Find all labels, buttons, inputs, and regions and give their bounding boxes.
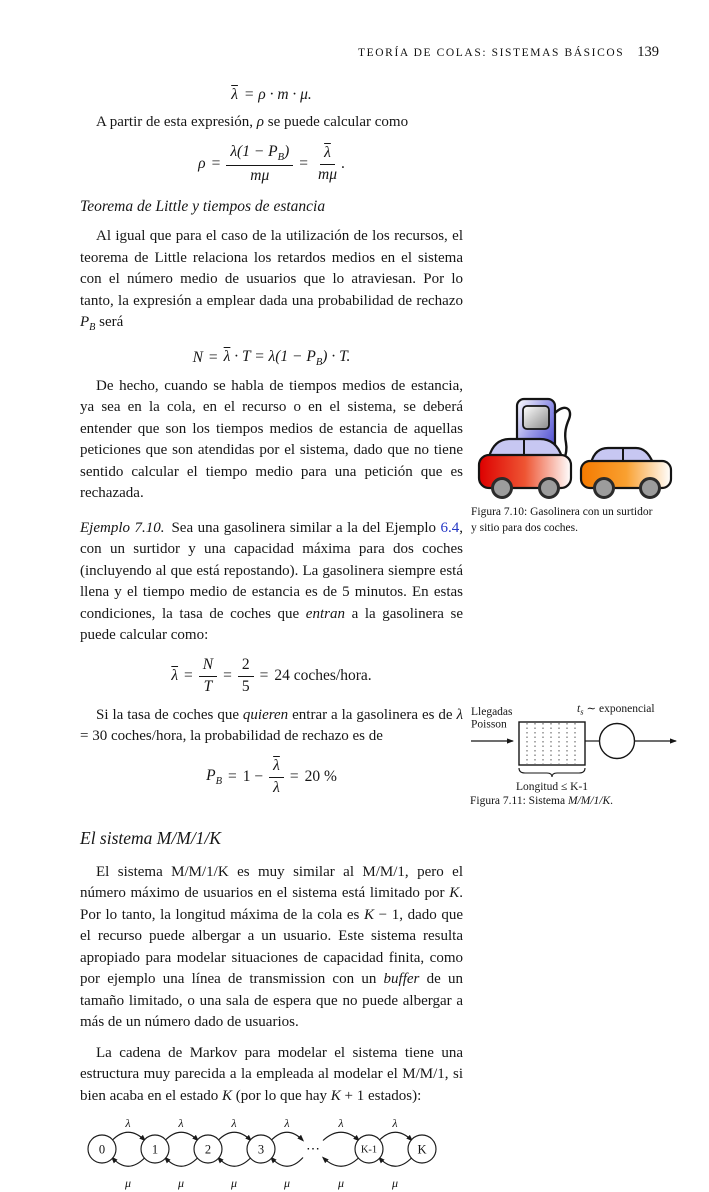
mu-arc	[112, 1158, 145, 1167]
fraction-group	[314, 144, 345, 185]
fraction-denominator	[269, 778, 284, 798]
text-run: se puede calcular como	[263, 114, 409, 130]
fraction-numerator	[269, 757, 284, 778]
caption-text: .	[610, 795, 614, 807]
state-label: K	[417, 1142, 427, 1157]
text-run: =	[289, 768, 299, 786]
mu-arc	[218, 1158, 251, 1167]
text-run: =	[211, 155, 221, 173]
formula-probabilidad-rechazo	[80, 757, 463, 798]
text-run: El sistema M/M/1/K es muy similar al M/M/1, pero el número máximo de usuarios en el sistema está limitado por	[80, 863, 463, 902]
text-run: P	[80, 314, 90, 331]
queue-slot-lines	[527, 723, 575, 764]
text-run: mμ	[250, 167, 270, 185]
text-run: K	[364, 906, 375, 923]
text-run: λ	[456, 706, 464, 723]
example-label: Ejemplo 7.10.	[80, 519, 165, 536]
fraction-group	[206, 767, 222, 787]
mu-label: μ	[124, 1176, 132, 1191]
text-run: buffer	[383, 971, 420, 988]
text-run: será	[95, 314, 124, 331]
text-run: T	[203, 677, 213, 695]
math-lambda-bar: $\overline{\lambda}$	[171, 667, 179, 685]
state-label: K-1	[360, 1144, 378, 1156]
lambda-label: λ	[231, 1116, 237, 1131]
text-run: λ	[273, 778, 280, 796]
running-head-title: TEORÍA DE COLAS: SISTEMAS BÁSICOS	[358, 47, 625, 59]
text-run: =	[184, 667, 193, 685]
text-run: De hecho, cuando se habla de tiempos medios de estancia, ya sea en la cola, en el recurso o en el sistema, se deberá entender que son los tiempos medios de estancia de aquellas peticiones que son atendidas por el sistema, dado que no tiene sentido calcular el tiempo medio para una petición que es rechazada.	[80, 377, 463, 502]
lambda-label: λ	[178, 1116, 184, 1131]
lambda-label: λ	[338, 1116, 344, 1131]
caption-line: y sitio para dos coches.	[471, 521, 578, 534]
formula-tasa-entrada	[80, 656, 463, 697]
lambda-arc	[165, 1132, 198, 1140]
fraction-group	[224, 348, 351, 368]
figure-gasolinera	[477, 397, 677, 506]
car-right-wheel-front	[595, 479, 614, 498]
lambda-arc	[323, 1132, 359, 1140]
paragraph-al-igual	[80, 226, 463, 339]
text-run: .	[340, 155, 345, 173]
paragraph-ejemplo-710	[80, 518, 463, 647]
mu-label: μ	[230, 1176, 238, 1191]
ellipsis-label: ⋯	[306, 1142, 320, 1158]
text-run: =	[299, 155, 308, 173]
formula-lambda-bar-def	[80, 86, 463, 104]
math-lambda-bar: $\overline{\lambda}$	[223, 347, 231, 365]
arrivals-label-line1: Llegadas	[471, 706, 513, 718]
text-run: =	[223, 667, 232, 685]
caption-text: Figura 7.11: Sistema	[470, 795, 568, 807]
text-run: , con un surtidor y una capacidad máxima para dos coches (incluyendo al que está repostando). La gasolinera siempre está llena y el tiempo medio de estancia es de 5 minutos. En estas condiciones, la tasa de coches que	[80, 519, 463, 622]
lambda-label: λ	[392, 1116, 398, 1131]
main-text-column	[80, 84, 463, 1192]
fraction-numerator	[199, 656, 217, 677]
queue-length-brace	[519, 768, 585, 777]
text-run: )	[284, 142, 290, 160]
text-run: ρ	[198, 155, 206, 173]
lambda-arc	[271, 1132, 303, 1140]
page-number: 139	[637, 44, 659, 60]
mu-label: μ	[337, 1176, 345, 1191]
text-run: 5	[241, 677, 250, 695]
fraction	[269, 757, 284, 798]
text-run: N	[192, 348, 203, 366]
text-run: K	[330, 1087, 341, 1104]
server-circle	[600, 724, 635, 759]
math-lambda-bar: $\overline{\lambda}$	[231, 86, 238, 103]
caption-math: M/M/1/K	[567, 795, 611, 807]
queue-system-diagram	[470, 701, 698, 795]
text-run: · T = λ(1 − P	[230, 347, 316, 365]
text-run: 24 coches/hora.	[274, 667, 372, 685]
state-label: 2	[204, 1142, 212, 1157]
fraction-numerator	[238, 656, 254, 677]
text-run: =	[208, 348, 218, 366]
paragraph-el-sistema	[80, 862, 463, 1034]
text-run: − 1, dado que el recurso puede albergar a un usuario. Este sistema resulta apropiado para modelar situaciones de capacidad finita, como por ejemplo una línea de transmission con un	[80, 906, 463, 988]
car-left	[479, 439, 571, 498]
figure-gasolinera-caption	[471, 505, 681, 536]
text-run: = ρ · m · μ.	[243, 86, 312, 103]
fraction-denominator	[238, 677, 254, 697]
mu-label: μ	[391, 1176, 399, 1191]
car-left-wheel-front	[493, 479, 512, 498]
figure-mm1k-caption	[470, 794, 680, 810]
heading-teorema-little: Teorema de Little y tiempos de estancia	[80, 198, 326, 216]
formula-little	[80, 348, 463, 368]
text-run: P	[206, 767, 216, 785]
mu-label: μ	[283, 1176, 291, 1191]
text-run: B	[277, 151, 285, 163]
fraction-denominator	[246, 166, 273, 186]
queue-length-label: Longitud ≤ K-1	[515, 781, 589, 793]
text-run: . Por lo tanto, la longitud máxima de la cola es	[80, 885, 463, 923]
arrivals-label-line2: Poisson	[471, 718, 507, 731]
gas-pump-screen	[523, 406, 549, 429]
fraction-denominator	[314, 165, 341, 185]
text-run: K	[449, 885, 460, 902]
text-run: entran	[305, 605, 345, 622]
paragraph-de-hecho	[80, 376, 463, 505]
service-time-label: $t_s$ ∼ exponencial	[577, 703, 655, 717]
fraction	[314, 144, 341, 185]
text-run: 20 %	[304, 768, 337, 786]
gas-station-illustration	[477, 397, 677, 501]
paragraph-a-partir	[80, 112, 463, 134]
mu-arc	[165, 1158, 198, 1167]
state-label: 0	[98, 1142, 106, 1157]
text-run: Si la tasa de coches que	[96, 706, 243, 723]
mu-arc	[323, 1158, 359, 1167]
text-run: a la gasolinera se puede calcular como:	[80, 605, 463, 644]
text-run: (por lo que hay	[232, 1087, 331, 1104]
text-run: A partir de esta expresión,	[96, 114, 257, 130]
text-run: de un tamaño limitado, o una sala de espera que no puede albergar a más de un número dado de usuarios.	[80, 971, 463, 1031]
fraction	[199, 656, 217, 697]
fraction-numerator	[226, 143, 293, 167]
figure-mm1k-system	[470, 701, 698, 800]
text-run: =	[228, 768, 237, 786]
car-right	[581, 448, 671, 498]
markov-chain-figure	[82, 1116, 472, 1192]
text-run: 1 −	[242, 768, 264, 786]
text-run: ρ	[256, 114, 264, 130]
text-run: B	[215, 776, 222, 788]
text-run: K	[222, 1087, 233, 1104]
text-run: La cadena de Markov para modelar el sistema tiene una estructura muy parecida a la empleada al modelar el M/M/1, si bien acaba en el estado	[80, 1044, 463, 1104]
heading-sistema-mm1k: El sistema M/M/1/K	[80, 827, 221, 848]
mu-arc	[379, 1158, 412, 1167]
car-right-wheel-rear	[641, 479, 660, 498]
math-lambda-bar: $\overline{\lambda}$	[273, 756, 280, 774]
paragraph-cadena-markov	[80, 1043, 463, 1108]
mu-label: μ	[177, 1176, 185, 1191]
formula-rho	[80, 143, 463, 187]
text-run: N	[202, 655, 214, 673]
fraction	[238, 656, 254, 697]
lambda-arc	[218, 1132, 251, 1140]
paragraph-si-la-tasa	[80, 705, 463, 748]
lambda-label: λ	[125, 1116, 131, 1131]
text-run: entrar a la gasolinera es de	[288, 706, 457, 723]
text-run: Sea una gasolinera similar a la del Ejemplo	[171, 519, 441, 536]
text-run: + 1 estados):	[340, 1087, 422, 1104]
text-run: 2	[241, 655, 250, 673]
caption-line: Figura 7.10: Gasolinera con un surtidor	[471, 506, 653, 518]
text-run: =	[259, 667, 269, 685]
state-label: 1	[151, 1142, 159, 1157]
text-run: = 30 coches/hora, la probabilidad de rechazo es de	[80, 728, 383, 745]
text-run: λ(1 − P	[230, 142, 278, 160]
text-run: Al igual que para el caso de la utilización de los recursos, el teorema de Little relaciona los retardos medios en el sistema con el número medio de usuarios que lo atraviesan. Por lo tanto, la expresión a emplear dada una probabilidad de rechazo	[80, 228, 463, 309]
state-label: 3	[257, 1142, 265, 1157]
fraction-numerator	[320, 144, 335, 165]
link-ejemplo-6-4[interactable]: 6.4	[440, 519, 460, 536]
text-run: B	[315, 356, 323, 368]
text-run: B	[89, 322, 96, 334]
math-lambda-bar: $\overline{\lambda}$	[324, 144, 331, 162]
text-run: quieren	[242, 706, 289, 723]
car-left-wheel-rear	[540, 479, 559, 498]
fraction-denominator	[200, 677, 217, 697]
mu-arc	[271, 1158, 303, 1167]
text-run: mμ	[318, 165, 337, 183]
fraction	[226, 143, 293, 187]
lambda-arc	[379, 1132, 412, 1140]
lambda-label: λ	[284, 1116, 290, 1131]
text-run: ) · T.	[322, 347, 351, 365]
running-header	[358, 43, 659, 61]
lambda-arc	[112, 1132, 145, 1140]
